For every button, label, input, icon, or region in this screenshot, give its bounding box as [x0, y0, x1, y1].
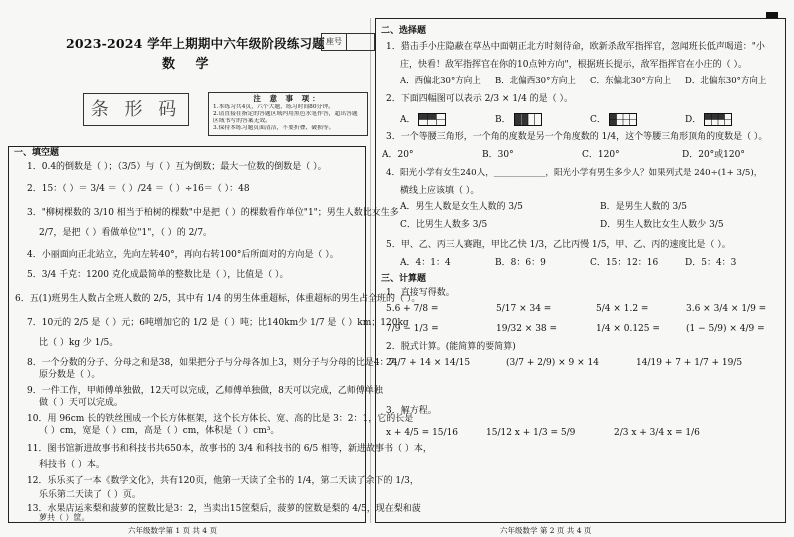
option-c[interactable]: C．120°	[582, 150, 620, 160]
option-a[interactable]: A．男生人数是女生人数的 3/5	[400, 202, 523, 212]
option-a[interactable]: A．4：1：4	[400, 258, 451, 268]
choice-q5: 5．甲、乙、丙三人赛跑，甲比乙快 1/3，乙比丙慢 1/5，甲、乙、丙的速度比是（ ）。	[386, 240, 731, 250]
choice-q4: 4．阳光小学有女生240人，____________，阳光小学有男生多少人？如果列式是 240÷(1+ 3/5)，	[386, 168, 763, 178]
grid-figure-d-icon	[704, 113, 732, 126]
section-title: 一、填空题	[14, 148, 60, 158]
choice-q1-options	[400, 75, 780, 87]
option-b[interactable]: B．30°	[482, 150, 514, 160]
notice-title: 注 意 事 项：	[253, 94, 323, 103]
question-13: 13．水果店运来梨和菠萝的筐数比是3：2，当卖出15筐梨后，菠萝的筐数是梨的 4/5，现在梨和菠	[27, 504, 421, 514]
option-d[interactable]: D．男生人数比女生人数少 3/5	[600, 220, 724, 230]
direct-calc-1: 5.6 + 7/8 =	[386, 304, 439, 314]
right-page	[375, 18, 786, 523]
barcode-box: 条 形 码	[83, 93, 189, 126]
question-1: 1．0.4的倒数是（ ）；（3/5）与（ ）互为倒数；最大一位数的倒数是（ ）。	[27, 162, 327, 172]
option-c[interactable]: C．比男生人数多 3/5	[400, 220, 488, 230]
choice-q2-options	[400, 113, 780, 126]
step-calc-1: 24/7 + 14 × 14/15	[386, 358, 471, 368]
choice-q1: 1．猎击手小庄隐蔽在草丛中面朝正北方时刻待命，欧新杀敌军指挥官，忽闻班长低声喝道："小	[386, 42, 765, 52]
notice-line: 1.本练习共4页，六个大题，练习时间80分钟。	[213, 104, 334, 110]
question-12-cont: 乐乐第二天读了（ ）页。	[39, 490, 141, 500]
subject-title: 数 学	[162, 57, 217, 72]
calc-sub2: 2．脱式计算。(能简算的要简算)	[386, 342, 516, 352]
grid-figure-c-icon	[609, 113, 637, 126]
direct-calc-8: (1 − 5/9) × 4/9 =	[686, 324, 765, 334]
grid-figure-a-icon	[418, 113, 446, 126]
option-c[interactable]	[590, 113, 685, 126]
option-c[interactable]: C．15：12：16	[590, 258, 659, 268]
calc-sub1: 1．直接写得数。	[386, 288, 455, 298]
page-footer-right: 六年级数学 第 2 页 共 4 页	[500, 526, 592, 535]
exam-title: 2023-2024 学年上期期中六年级阶段练习题	[66, 36, 325, 51]
notice-line: 3.保持本练习题页面清洁，不要折叠、破损等。	[213, 125, 335, 131]
question-10-cont: （ ）cm，宽是（ ）cm，高是（ ）cm，体积是（ ）cm³。	[39, 426, 280, 436]
step-calc-3: 14/19 + 7 + 1/7 + 19/5	[636, 358, 743, 368]
option-a[interactable]: A．西偏北30°方向上	[400, 76, 481, 86]
direct-calc-5: 7/9 − 1/3 =	[386, 324, 439, 334]
choice-q4-options-row2	[400, 219, 780, 231]
option-b[interactable]	[495, 113, 590, 126]
option-b[interactable]: B．北偏西30°方向上	[495, 76, 576, 86]
equation-2: 15/12 x + 1/3 = 5/9	[486, 428, 576, 438]
direct-calc-3: 5/4 × 1.2 =	[596, 304, 649, 314]
question-11-cont: 科技书（ ）本。	[39, 460, 105, 470]
direct-calc-2: 5/17 × 34 =	[496, 304, 552, 314]
section-title: 二、选择题	[381, 26, 427, 36]
seat-number-box[interactable]	[321, 33, 375, 51]
notice-line: 2.请直接在指定的答题区域内用黑色水笔作答，超出答题	[213, 111, 358, 117]
option-d-label: D．	[685, 115, 702, 125]
choice-q4-cont: 横线上应该填（ ）。	[400, 186, 480, 196]
option-d[interactable]	[685, 113, 780, 126]
step-calc-2: (3/7 + 2/9) × 9 × 14	[506, 358, 599, 368]
equation-1: x + 4/5 = 15/16	[386, 428, 459, 438]
option-a-label: A．	[400, 115, 416, 125]
question-9-cont: 做（ ）天可以完成。	[39, 398, 123, 408]
option-d[interactable]: D．20°或120°	[682, 150, 745, 160]
section-title: 三、计算题	[381, 274, 427, 284]
option-b-label: B．	[495, 115, 511, 125]
notice-line: 区域书写的答案无效。	[213, 118, 271, 124]
question-5: 5．3/4 千克：1200 克化成最简单的整数比是（ ），比值是（ ）。	[27, 270, 289, 280]
option-c-label: C．	[590, 115, 606, 125]
question-12: 12．乐乐买了一本《数学文化》，共有120页，他第一天读了全书的 1/4，第二天读了余下的 1/3，	[27, 476, 419, 486]
seat-label: 座号	[322, 34, 347, 50]
direct-calc-4: 3.6 × 3/4 × 1/9 =	[686, 304, 767, 314]
option-a[interactable]: A．20°	[382, 150, 414, 160]
option-a[interactable]	[400, 113, 495, 126]
option-c[interactable]: C．东偏北30°方向上	[590, 76, 672, 86]
calc-sub3: 3．解方程。	[386, 406, 437, 416]
question-8-cont: 原分数是（ ）。	[39, 370, 101, 380]
question-3: 3．"柳树棵数的 3/10 相当于柏树的棵数"中是把（ ）的棵数看作单位"1"；男生人数比女生多	[27, 208, 399, 218]
choice-q2: 2．下面四幅图可以表示 2/3 × 1/4 的是（ ）。	[386, 94, 574, 104]
option-b[interactable]: B．是男生人数的 3/5	[600, 202, 687, 212]
option-d[interactable]: D．北偏东30°方向上	[685, 76, 767, 86]
question-6: 6．五(1)班男生人数占全班人数的 2/5，其中有 1/4 的男生体重超标，体重超标的男生占全班的（ ）。	[15, 294, 421, 304]
question-13-cont: 萝共（ ）筐。	[39, 513, 90, 522]
option-b[interactable]: B．8：6：9	[495, 258, 546, 268]
question-11: 11．图书馆新进故事书和科技书共650本，故事书的 3/4 和科技书的 6/5 相等，新进故事书（ ）本，	[27, 444, 432, 454]
question-8: 8．一个分数的分子、分母之和是38，如果把分子与分母各加上3，则分子与分母的比是4：7，	[27, 358, 404, 368]
notice-box	[208, 92, 368, 136]
choice-q3-options	[382, 149, 782, 161]
question-3-cont: 2/7，是把（ ）看做单位"1"，（ ）的 2/7。	[39, 228, 213, 238]
choice-q4-options-row1	[400, 201, 780, 213]
direct-calc-6: 19/32 × 38 =	[496, 324, 558, 334]
choice-q1-cont: 庄，快看！敌军指挥官在你的10点钟方向"，根据班长提示，敌军指挥官在小庄的（ ）。	[400, 60, 747, 70]
question-10: 10．用 96cm 长的铁丝围成一个长方体框架，这个长方体长、宽、高的比是 3：2：1，它的长是	[27, 414, 414, 424]
question-9: 9．一件工作，甲师傅单独做，12天可以完成，乙师傅单独做，8天可以完成，乙师傅单独	[27, 386, 383, 396]
grid-figure-b-icon	[514, 113, 542, 126]
direct-calc-7: 1/4 × 0.125 =	[596, 324, 660, 334]
equation-3: 2/3 x + 3/4 x = 1/6	[614, 428, 700, 438]
option-d[interactable]: D．5：4：3	[685, 258, 737, 268]
question-4: 4．小丽面向正北站立，先向左转40°，再向右转100°后所面对的方向是（ ）。	[27, 250, 339, 260]
question-2: 2．15：（ ）＝ 3/4 ＝（ ）/24 ＝（ ）÷16＝（ ）：48	[27, 184, 250, 194]
question-7: 7．10元的 2/5 是（ ）元；6吨增加它的 1/2 是（ ）吨；比140km少 1/7 是（ ）km；120kg	[27, 318, 409, 328]
choice-q5-options	[400, 257, 780, 269]
choice-q3: 3．一个等腰三角形，一个角的度数是另一个角度数的 1/4，这个等腰三角形顶角的度数是（ ）。	[386, 132, 768, 142]
page-footer-left: 六年级数学第 1 页 共 4 页	[128, 526, 217, 535]
question-7-cont: 比（ ）kg 少 1/5。	[39, 338, 119, 348]
